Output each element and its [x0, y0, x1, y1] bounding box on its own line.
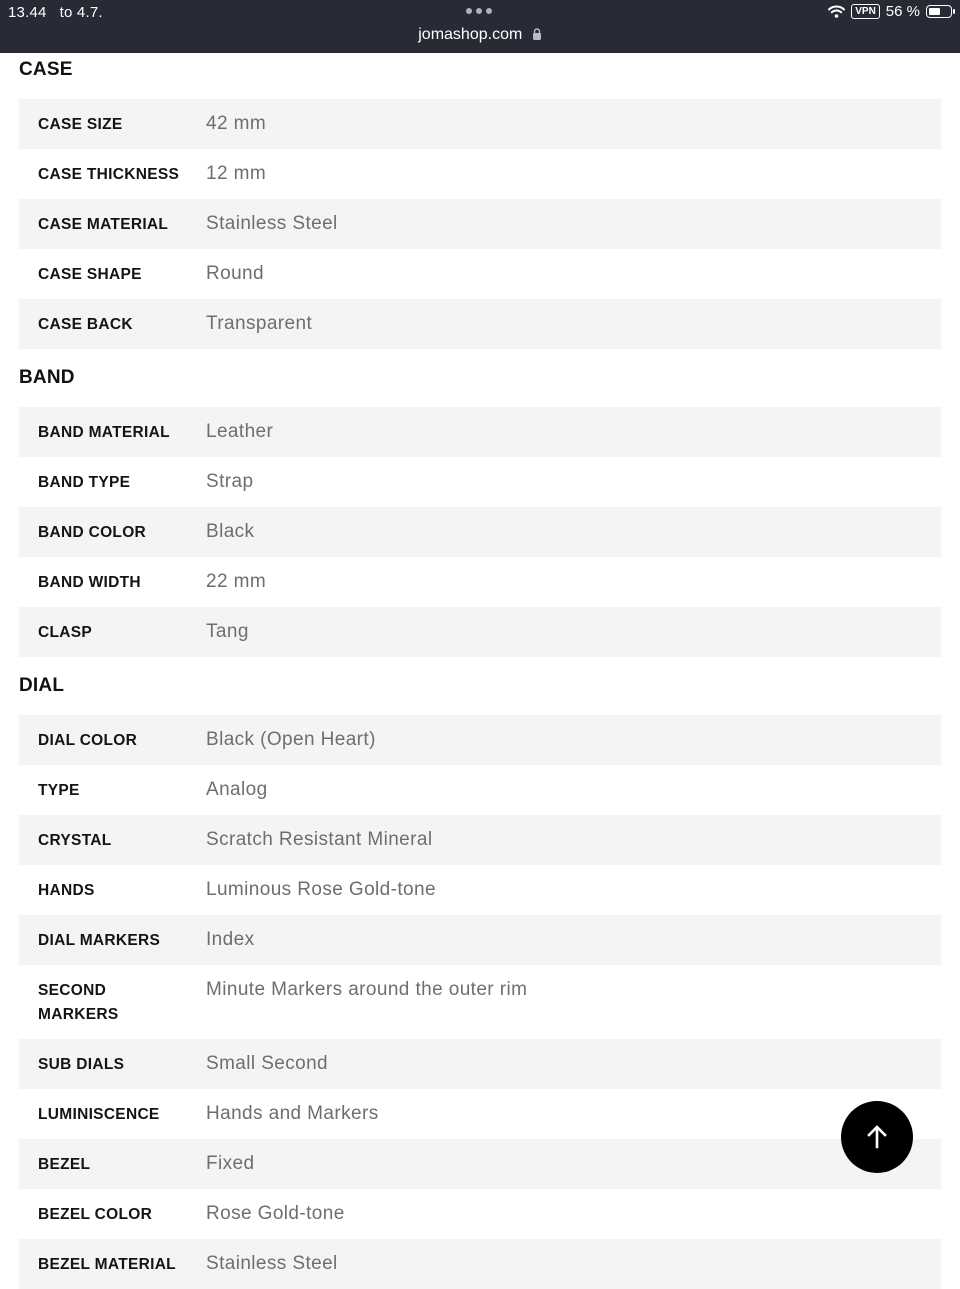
spec-row — [19, 557, 941, 607]
spec-label: BEZEL COLOR — [38, 1206, 153, 1223]
spec-label: BAND TYPE — [38, 474, 131, 491]
url-text: jomashop.com — [418, 26, 523, 43]
battery-fill — [929, 8, 940, 15]
spec-row — [19, 507, 941, 557]
spec-label: CLASP — [38, 624, 93, 641]
section-title-case: CASE — [19, 59, 73, 80]
spec-row — [19, 299, 941, 349]
spec-value: Strap — [206, 471, 254, 492]
spec-label: TYPE — [38, 782, 80, 799]
spec-row — [19, 607, 941, 657]
spec-value: Index — [206, 929, 255, 950]
spec-table-case — [19, 99, 941, 349]
spec-value: Tang — [206, 621, 249, 642]
battery-icon — [926, 5, 952, 18]
arrow-up-icon — [864, 1124, 890, 1150]
spec-value: Rose Gold-tone — [206, 1203, 345, 1224]
spec-value: Black (Open Heart) — [206, 729, 376, 750]
spec-table-band — [19, 407, 941, 657]
spec-row — [19, 715, 941, 765]
spec-value: Small Second — [206, 1053, 329, 1074]
spec-label: SECOND MARKERS — [38, 982, 119, 1023]
section-title-dial: DIAL — [19, 675, 65, 696]
spec-label: CASE SHAPE — [38, 266, 142, 283]
spec-value: Stainless Steel — [206, 1253, 338, 1274]
spec-value: Round — [206, 263, 264, 284]
spec-row — [19, 199, 941, 249]
spec-label: CRYSTAL — [38, 832, 112, 849]
spec-label: CASE THICKNESS — [38, 166, 180, 183]
spec-label: DIAL COLOR — [38, 732, 138, 749]
spec-label: BAND MATERIAL — [38, 424, 170, 441]
spec-row — [19, 249, 941, 299]
spec-row — [19, 1189, 941, 1239]
status-time — [8, 4, 103, 21]
spec-value: Transparent — [206, 313, 313, 334]
status-bar — [0, 0, 960, 53]
spec-value: Leather — [206, 421, 274, 442]
spec-label: CASE SIZE — [38, 116, 123, 133]
spec-row — [19, 407, 941, 457]
spec-row — [19, 815, 941, 865]
spec-value: Black — [206, 521, 255, 542]
section-title-band: BAND — [19, 367, 75, 388]
spec-row — [19, 865, 941, 915]
spec-row — [19, 149, 941, 199]
spec-label: BEZEL — [38, 1156, 91, 1173]
spec-value: 22 mm — [206, 571, 267, 592]
spec-label: CASE MATERIAL — [38, 216, 169, 233]
spec-label: LUMINISCENCE — [38, 1106, 160, 1123]
spec-value: Hands and Markers — [206, 1103, 379, 1124]
spec-label: DIAL MARKERS — [38, 932, 161, 949]
spec-value: 42 mm — [206, 113, 267, 134]
spec-value: Luminous Rose Gold-tone — [206, 879, 436, 900]
spec-row — [19, 457, 941, 507]
spec-label: CASE BACK — [38, 316, 133, 333]
spec-row — [19, 765, 941, 815]
spec-row — [19, 965, 941, 1039]
spec-value: Analog — [206, 779, 268, 800]
spec-value: Minute Markers around the outer rim — [206, 979, 528, 1000]
spec-row — [19, 1139, 941, 1189]
spec-table-dial — [19, 715, 941, 1289]
spec-value: 12 mm — [206, 163, 267, 184]
date-text: to 4.7. — [59, 4, 103, 21]
status-indicators — [828, 3, 952, 20]
address-bar[interactable] — [0, 26, 960, 44]
vpn-badge: VPN — [851, 4, 880, 19]
time-text: 13.44 — [8, 4, 47, 21]
battery-percent: 56 % — [885, 3, 920, 20]
lock-icon — [532, 28, 542, 40]
spec-row — [19, 99, 941, 149]
multitasking-dots-icon[interactable] — [466, 8, 492, 14]
spec-value: Fixed — [206, 1153, 255, 1174]
spec-value: Stainless Steel — [206, 213, 338, 234]
spec-row — [19, 1089, 941, 1139]
spec-label: BAND WIDTH — [38, 574, 141, 591]
specifications-content — [0, 53, 960, 1289]
spec-label: SUB DIALS — [38, 1056, 125, 1073]
wifi-icon — [828, 5, 845, 18]
spec-value: Scratch Resistant Mineral — [206, 829, 433, 850]
spec-label: BEZEL MATERIAL — [38, 1256, 176, 1273]
spec-label: BAND COLOR — [38, 524, 147, 541]
spec-label: HANDS — [38, 882, 95, 899]
scroll-to-top-button[interactable] — [841, 1101, 913, 1173]
spec-row — [19, 1239, 941, 1289]
spec-row — [19, 1039, 941, 1089]
spec-row — [19, 915, 941, 965]
